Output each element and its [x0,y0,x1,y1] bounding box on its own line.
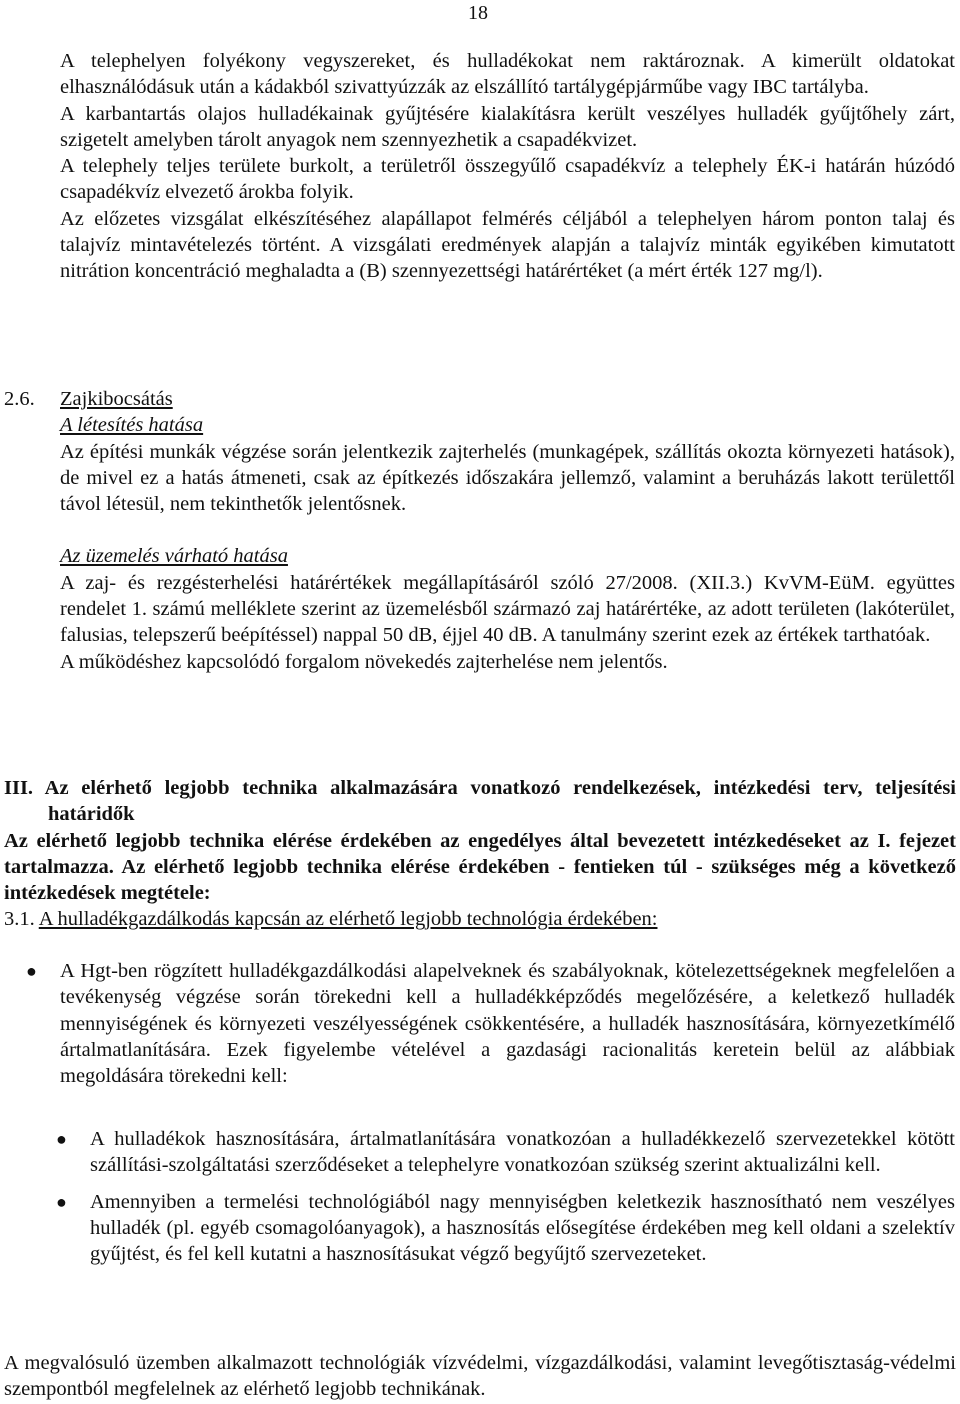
paragraph: Az előzetes vizsgálat elkészítéséhez alapállapot felmérés céljából a telephelyen három ponton talaj és talajvíz mintavételezés történt. A vizsgálati eredmények alapján a talajvíz minták egyikében kimutatott nitrátion koncentráció meghaladta a (B) szennyezettségi határértéket (a mért érték 127 mg/l). [60,207,955,283]
list-item: ● Amennyiben a termelési technológiából nagy mennyiségben keletkezik hasznosítható nem veszélyes hulladék (pl. egyéb csomagolóanyagok), a hasznosítás elősegítése érdekében meg kell oldani a szelektív gyűjtést, és fel kell kutatni a hasznosításukat végző begyűjtő szervezeteket. [56,1190,955,1266]
section-2-6 [60,386,955,675]
bullet-list [26,958,955,1089]
sub-bullet-list [56,1126,955,1267]
section-title: Zajkibocsátás [60,388,173,410]
subsection-title: A létesítés hatása [60,414,204,437]
intro-text [60,48,955,285]
paragraph: Az elérhető legjobb technika elérése érdekében az engedélyes által bevezetett intézkedéseket az I. fejezet tartalmazza. Az elérhető legjobb technika elérése érdekében - fentieken túl - szükséges még a következő intézkedések megtétele: [4,829,956,905]
list-item: ● A hulladékok hasznosítására, ártalmatlanítására vonatkozóan a hulladékkezelő szervezetekkel kötött szállítási-szolgáltatási szerződéseket a telephelyre vonatkozóan szükség szerint aktualizálni kell. [56,1128,955,1177]
section-2-6-number: 2.6. [4,388,35,410]
bullet-icon: ● [56,1191,67,1212]
closing-paragraph: A megvalósuló üzemben alkalmazott technológiák vízvédelmi, vízgazdálkodási, valamint levegőtisztaság-védelmi szempontból megfelelnek az elérhető legjobb technikának. [4,1352,956,1401]
page-number: 18 [468,2,488,24]
section-III [4,775,956,933]
list-item: ● A Hgt-ben rögzített hulladékgazdálkodási alapelveknek és szabályoknak, kötelezettségeknek megfelelően a tevékenység végzése során törekedni kell a hulladékképződés megelőzésére, a keletkező hulladék mennyiségének és környezeti veszélyességének csökkentésére, a hulladék hasznosítására, környezetkímélő ártalmatlanítására. Ezek figyelembe vételével a gazdasági racionalitás keretein belül az alábbiak megoldására törekedni kell: [26,960,955,1088]
paragraph: A telephely teljes területe burkolt, a területről összegyűlő csapadékvíz a telephely ÉK-i határán húzódó csapadékvíz elvezető árokba folyik. [60,155,955,204]
subsection-title: Az üzemelés várható hatása [60,545,288,568]
paragraph: Az építési munkák végzése során jelentkezik zajterhelés (munkagépek, szállítás okozta környezeti hatások), de mivel ez a hatás átmeneti, csak az építkezés időszakára jellemző, valamint a beruházás lakott területtől távol létesül, nem tekinthetők jelentősnek. [60,440,955,516]
subsection-number: 3.1. [4,908,35,931]
paragraph: A zaj- és rezgésterhelési határértékek megállapításáról szóló 27/2008. (XII.3.) KvVM-EüM. együttes rendelet 1. számú melléklete szerint az üzemelésből származó zaj határértéke, az adott területen (lakóterület, falusias, telepszerű beépítéssel) nappal 50 dB, éjjel 40 dB. A tanulmány szerint ezek az értékek tarthatóak. [60,571,955,647]
bullet-icon: ● [26,961,37,981]
subsection-title: A hulladékgazdálkodás kapcsán az elérhető legjobb technológia érdekében: [38,908,658,931]
paragraph: A karbantartás olajos hulladékainak gyűjtésére kialakításra került veszélyes hulladék gyűjtőhely zárt, szigetelt amelyben tárolt anyagok nem szennyezhetik a csapadékvizet. [60,102,955,151]
paragraph: A működéshez kapcsolódó forgalom növekedés zajterhelése nem jelentős. [60,650,668,673]
subsection-heading [4,906,956,932]
bullet-icon: ● [56,1129,67,1149]
paragraph: A telephelyen folyékony vegyszereket, és hulladékokat nem raktároznak. A kimerült oldatokat elhasználódásuk után a kádakból szivattyúzzák az elszállító tartálygépjárműbe vagy IBC tartályba. [60,50,955,99]
section-heading: III. Az elérhető legjobb technika alkalmazására vonatkozó rendelkezések, intézkedési terv, teljesítési határidők [4,777,956,826]
